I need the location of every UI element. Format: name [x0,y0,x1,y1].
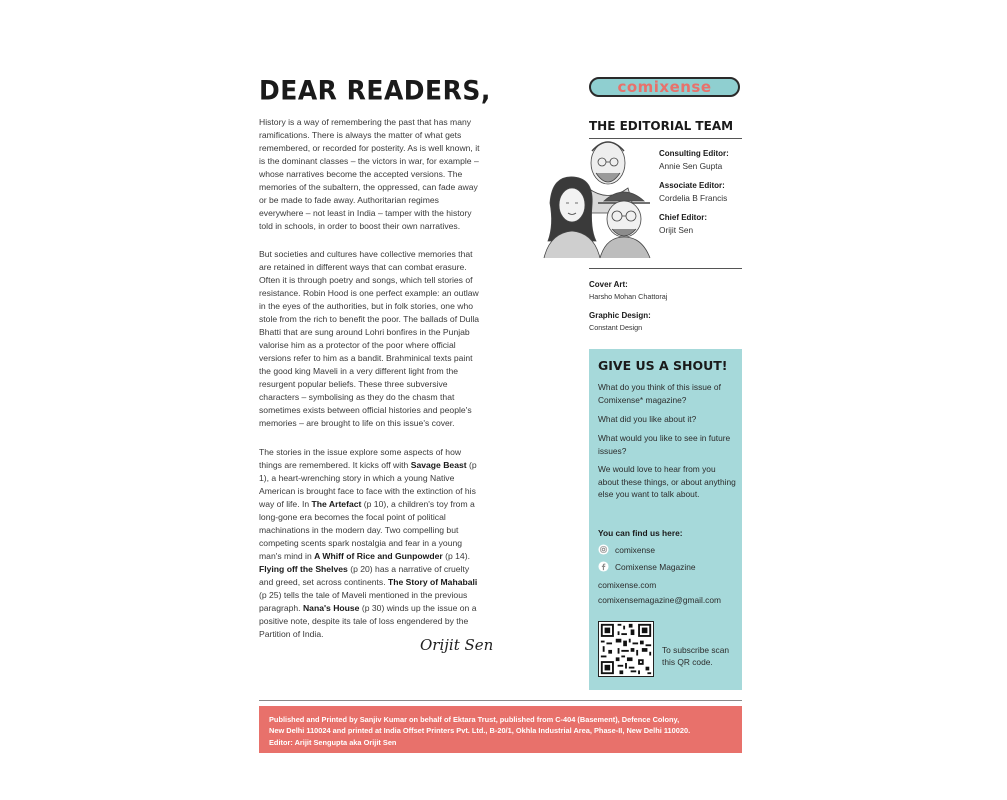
story-title: Savage Beast [410,460,467,470]
editor-signature: Orijit Sen [420,636,494,654]
stories-paragraph: The stories in the issue explore some aspects of how things are remembered. It kicks off with Savage Beast (p 1), a heart-wrenching story in which a young Native American is brought face to face with the extinction of his way of life. In The Artefact (p 10), a children's toy from a long-gone era becomes the focal point of political machinations in the modern day. Two compelling but competing scents spark nostalgia and fear in a young man's mind in A Whiff of Rice and Gunpowder (p 14). Flying off the Shelves (p 20) has a narrative of cruelty and greed, set across continents. The Story of Mahabali (p 25) tells the tale of Maveli mentioned in the previous paragraph. Nana's House (p 30) winds up the issue on a positive note, despite its tale of loss engendered by the Partition of India. [259,447,478,639]
feedback-question: We would love to hear from you about these things, or about anything else you want to talk about. [598,464,736,499]
chief-editor-role: Chief Editor: [659,213,707,222]
footer-divider [259,700,742,701]
divider [589,268,742,269]
story-title: The Artefact [311,499,362,509]
imprint-footer [259,706,742,753]
subscribe-caption: To subscribe scan this QR code. [662,645,730,667]
memory-paragraph: But societies and cultures have collective memories that are retained in different ways that can combat erasure. Often it is through poetry and songs, which tell stories of resistance. Robin Hood is one perfect example: an outlaw in the eyes of the authorities, but in folk stories, one who stole from the rich to benefit the poor. The ballads of Dulla Bhatti that are sung around Lohri bonfires in the Punjab valorise him as a protector of the poor where official versions refer to him as a bandit. Brahminical texts paint the good king Maveli in a very different light from the resurgent popular beliefs. These three subversive characters – symbolising as they do the chasm that sometimes exists between official histories and people's memories – are brought to life on this issue's cover. [259,249,480,428]
feedback-question: What would you like to see in future issues? [598,433,731,456]
email-link[interactable]: comixensemagazine@gmail.com [598,595,722,605]
graphic-design-name: Constant Design [589,323,643,332]
editorial-team-title: THE EDITORIAL TEAM [589,119,734,133]
consulting-editor-role: Consulting Editor: [659,149,729,158]
story-title: The Story of Mahabali [387,577,478,587]
associate-editor-name: Cordelia B Francis [659,193,728,203]
website-link[interactable]: comixense.com [598,580,657,590]
graphic-design-label: Graphic Design: [589,311,651,320]
feedback-box [589,349,742,690]
find-us-label: You can find us here: [598,528,683,538]
feedback-question: What do you think of this issue of Comixense* magazine? [598,382,721,405]
story-title: A Whiff of Rice and Gunpowder [314,551,443,561]
page-title: DEAR READERS, [259,75,491,106]
cover-art-label: Cover Art: [589,280,628,289]
instagram-icon [598,544,609,555]
facebook-link[interactable]: Comixense Magazine [598,561,696,572]
facebook-icon [598,561,609,572]
imprint-line: Published and Printed by Sanjiv Kumar on behalf of Ektara Trust, published from C-404 (Basement), Defence Colony, [269,715,680,724]
imprint-line: Editor: Arijit Sengupta aka Orijit Sen [269,737,397,747]
instagram-link[interactable]: comixense [598,544,655,555]
subscribe-qr-code[interactable] [598,621,654,677]
associate-editor-role: Associate Editor: [659,181,725,190]
story-title: Flying off the Shelves [259,564,348,574]
comixense-logo: comixense [589,77,740,97]
cover-art-name: Harsho Mohan Chattoraj [589,292,668,301]
imprint-line: New Delhi 110024 and printed at India Offset Printers Pvt. Ltd., B-20/1, Okhla Industrial Area, Phase-II, New Delhi 110020. [269,726,691,736]
feedback-title: GIVE US A SHOUT! [598,358,728,373]
chief-editor-name: Orijit Sen [659,225,694,235]
story-title: Nana's House [302,603,360,613]
feedback-question: What did you like about it? [598,414,697,424]
consulting-editor-name: Annie Sen Gupta [659,161,723,171]
intro-paragraph: History is a way of remembering the past that has many ramifications. There is always the matter of what gets remembered, or recorded for posterity. As is well known, it is the dominant classes – the victors in war, for example – whose narratives become the accepted versions. The memories of the subaltern, the oppressed, can fade away or be made to fade away. Authoritarian regimes everywhere – not least in India – tamper with the history told in schools, in order to boost their own narratives. [259,117,480,231]
editorial-team-portrait [540,133,658,263]
